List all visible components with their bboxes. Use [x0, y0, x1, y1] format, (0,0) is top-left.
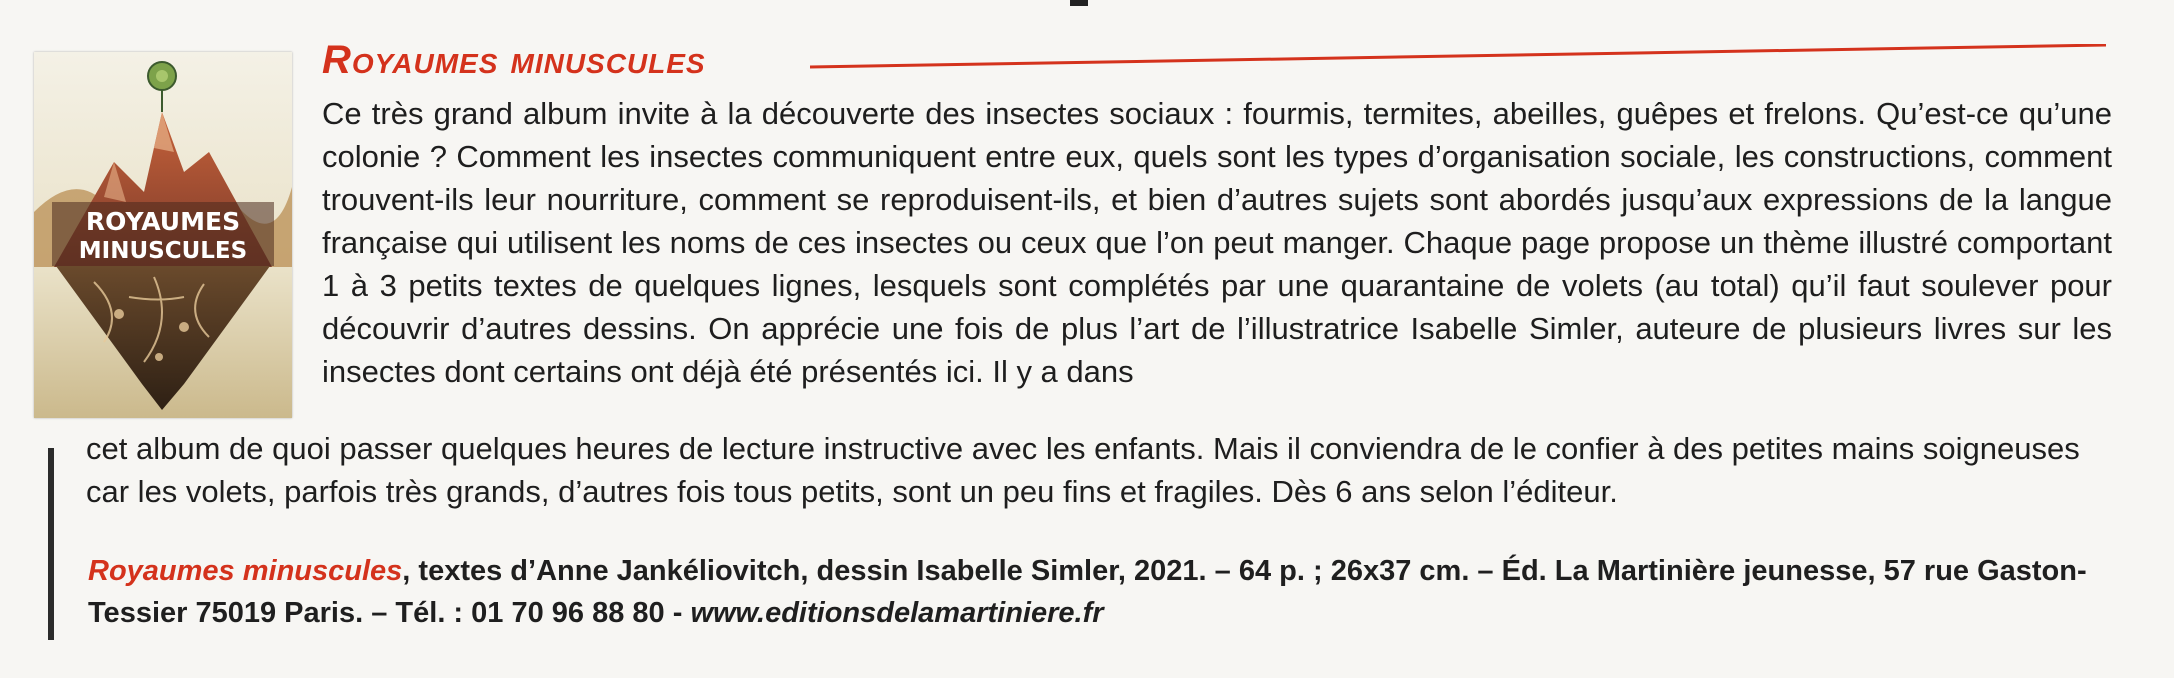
book-cover-image [34, 52, 292, 418]
decorative-mark [1070, 0, 1088, 6]
book-credits [88, 550, 2128, 634]
credits-details: , textes d’Anne Jankéliovitch, dessin Isabelle Simler, 2021. – 64 p. ; 26x37 cm. – Éd. La Martinière jeunesse, 57 rue Gaston-Tessier 75019 Paris. – Tél. : 01 70 96 88 80 - [88, 555, 2087, 629]
margin-bar [48, 448, 54, 640]
review-body-part1: Ce très grand album invite à la découverte des insectes sociaux : fourmis, termites, abeilles, guêpes et frelons. Qu’est-ce qu’une colonie ? Comment les insectes communiquent entre eux, quels sont les types d’organisation sociale, les constructions, comment trouvent-ils leur nourriture, comment se reproduisent-ils, et bien d’autres sujets sont abordés jusqu’aux expressions de la langue française qui utilisent les noms de ces insectes ou ceux que l’on peut manger. Chaque page propose un thème illustré comportant 1 à 3 petits textes de quelques lignes, lesquels sont complétés par une quarantaine de volets (au total) qu’il faut soulever pour découvrir d’autres dessins. On apprécie une fois de plus l’art de l’illustratrice Isabelle Simler, auteure de plusieurs livres sur les insectes dont certains ont déjà été présentés ici. Il y a dans [322, 96, 2112, 389]
title-rule [810, 44, 2110, 74]
credits-book-title: Royaumes minuscules [88, 555, 403, 587]
review-title: Royaumes minuscules [322, 38, 706, 82]
cover-title-line2: MINUSCULES [78, 238, 248, 264]
publisher-website: www.editionsdelamartiniere.fr [690, 597, 1104, 629]
cover-title-line1: ROYAUMES [85, 207, 241, 236]
review-body-part2: cet album de quoi passer quelques heures de lecture instructive avec les enfants. Mais il conviendra de le confier à des petites mains soigneuses car les volets, parfois très grands, d’autres fois tous petits, sont un peu fins et fragiles. Dès 6 ans selon l’éditeur. [86, 431, 2080, 509]
